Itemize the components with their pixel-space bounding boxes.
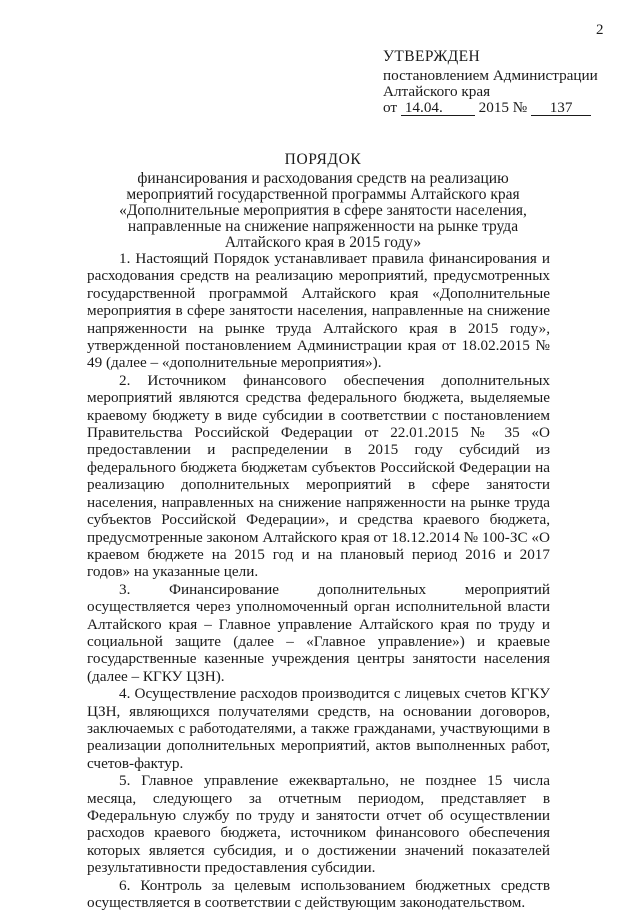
document-body	[87, 250, 550, 911]
page-number: 2	[596, 22, 604, 38]
paragraph-1: 1. Настоящий Порядок устанавливает правила финансирования и расходования средств на реализацию мероприятий, предусмотренных государственной программой Алтайского края «Дополнительные мероприятия в сфере занятости населения, направленные на снижение напряженности на рынке труда Алтайского края в 2015 году», утвержденной постановлением Администрации края от 18.02.2015 № 49 (далее – «дополнительные мероприятия»).	[87, 250, 550, 372]
title-line: «Дополнительные мероприятия в сфере занятости населения,	[119, 202, 527, 219]
paragraph-2: 2. Источником финансового обеспечения дополнительных мероприятий являются средства федерального бюджета, выделяемые краевому бюджету в виде субсидии в соответствии с постановлением Правительства Российской Федерации от 22.01.2015 № 35 «О предоставлении и распределении в 2015 году субсидий из федерального бюджета бюджетам субъектов Российской Федерации на реализацию дополнительных мероприятий в сфере занятости населения, направленных на снижение напряженности на рынке труда субъектов Российской Федерации», и средства краевого бюджета, предусмотренные законом Алтайского края от 18.12.2014 № 100-ЗС «О краевом бюджете на 2015 год и на плановый период 2016 и 2017 годов» на указанные цели.	[87, 371, 550, 581]
approval-line-2: Алтайского края	[383, 83, 491, 100]
paragraph-4: 4. Осуществление расходов производится с лицевых счетов КГКУ ЦЗН, являющихся получателями средств, на основании договоров, заключаемых с работодателями, а также гражданами, участвующими в реализации дополнительных мероприятий, актов выполненных работ, счетов-фактур.	[87, 685, 550, 772]
approval-heading: УТВЕРЖДЕН	[383, 48, 481, 65]
title-line: финансирования и расходования средств на реализацию	[137, 170, 509, 187]
title-main: ПОРЯДОК	[284, 151, 362, 168]
approval-date: 14.04.	[401, 101, 475, 116]
approval-number: 137	[531, 101, 591, 116]
paragraph-3: 3. Финансирование дополнительных мероприятий осуществляется через уполномоченный орган исполнительной власти Алтайского края – Главное управление Алтайского края по труду и социальной защите (далее – «Главное управление») и краевые государственные казенные учреждения центры занятости населения (далее – КГКУ ЦЗН).	[87, 580, 550, 685]
paragraph-6: 6. Контроль за целевым использованием бюджетных средств осуществляется в соответствии с действующим законодательством.	[87, 876, 550, 911]
document-title	[80, 152, 566, 251]
date-prefix: от	[383, 99, 398, 116]
title-line: направленные на снижение напряженности на рынке труда	[127, 218, 519, 235]
approval-block	[383, 49, 598, 116]
year-number-label: 2015 №	[478, 99, 528, 116]
title-line: Алтайского края в 2015 году»	[224, 234, 422, 251]
paragraph-5: 5. Главное управление ежеквартально, не позднее 15 числа месяца, следующего за отчетным периодом, представляет в Федеральную службу по труду и занятости отчет об осуществлении расходов краевого бюджета, источником финансового обеспечения которых является субсидия, и о достижении значений показателей результативности предоставления субсидии.	[87, 772, 550, 877]
title-line: мероприятий государственной программы Алтайского края	[126, 186, 520, 203]
approval-date-row	[383, 100, 598, 116]
approval-line-1: постановлением Администрации	[383, 67, 598, 84]
